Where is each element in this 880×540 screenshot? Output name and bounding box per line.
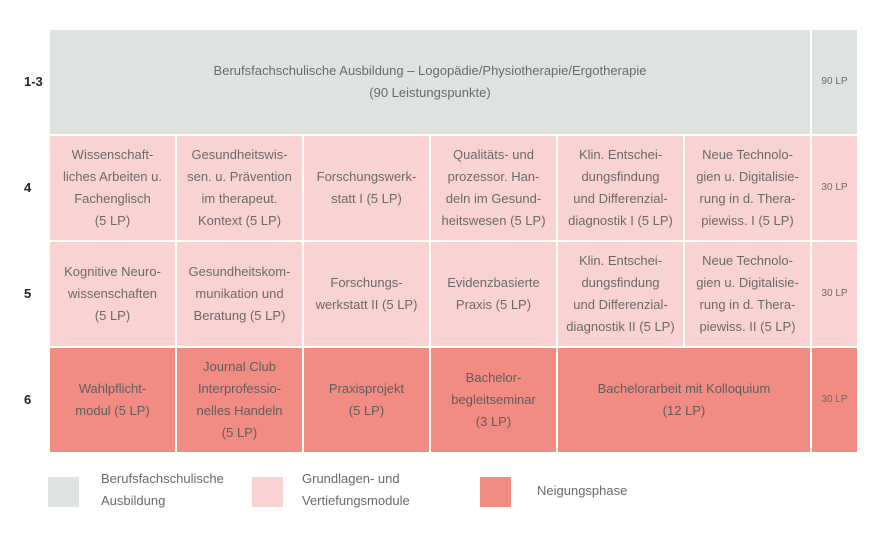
semester-lp: 30 LP (812, 242, 857, 346)
module-cell: Gesundheitskom- munikation und Beratung (5 LP) (177, 242, 302, 346)
module-cell: Wissenschaft- liches Arbeiten u. Fachenglisch (5 LP) (50, 136, 175, 240)
semester-lp: 30 LP (812, 136, 857, 240)
module-cell: Neue Technolo- gien u. Digitalisie- rung in d. Thera- piewiss. I (5 LP) (685, 136, 810, 240)
module-cell: Neue Technolo- gien u. Digitalisie- rung in d. Thera- piewiss. II (5 LP) (685, 242, 810, 346)
legend-label: Neigungsphase (537, 483, 628, 498)
curriculum-grid (24, 30, 857, 452)
semester-label: 4 (24, 180, 32, 195)
semester-lp: 30 LP (812, 348, 857, 452)
module-cell: Forschungswerk- statt I (5 LP) (304, 136, 429, 240)
legend-label: Grundlagen- und Vertiefungsmodule (302, 471, 410, 508)
module-cell: Klin. Entschei- dungsfindung und Differenzial- diagnostik II (5 LP) (558, 242, 683, 346)
legend-swatch (480, 477, 511, 507)
module-cell: Journal Club Interprofessio- nelles Handeln (5 LP) (177, 348, 302, 452)
module-cell: Gesundheitswis- sen. u. Prävention im therapeut. Kontext (5 LP) (177, 136, 302, 240)
legend-swatch (252, 477, 283, 507)
legend (48, 468, 828, 518)
module-cell: Forschungs- werkstatt II (5 LP) (304, 242, 429, 346)
legend-label: Berufsfachschulische Ausbildung (101, 471, 224, 508)
semester-label: 1-3 (24, 74, 43, 89)
module-cell: Praxisprojekt (5 LP) (304, 348, 429, 452)
legend-swatch (48, 477, 79, 507)
semester-label: 5 (24, 286, 32, 301)
module-cell: Kognitive Neuro- wissenschaften (5 LP) (50, 242, 175, 346)
module-cell: Qualitäts- und prozessor. Han- deln im Gesund- heitswesen (5 LP) (431, 136, 556, 240)
module-cell: Berufsfachschulische Ausbildung – Logopädie/Physiotherapie/Ergotherapie (90 Leistungspunkte) (50, 30, 810, 134)
module-cell: Klin. Entschei- dungsfindung und Differenzial- diagnostik I (5 LP) (558, 136, 683, 240)
semester-label: 6 (24, 392, 32, 407)
module-cell: Bachelor- begleitseminar (3 LP) (431, 348, 556, 452)
module-cell: Evidenzbasierte Praxis (5 LP) (431, 242, 556, 346)
module-cell: Bachelorarbeit mit Kolloquium (12 LP) (558, 348, 810, 452)
semester-lp: 90 LP (812, 30, 857, 134)
module-cell: Wahlpflicht- modul (5 LP) (50, 348, 175, 452)
